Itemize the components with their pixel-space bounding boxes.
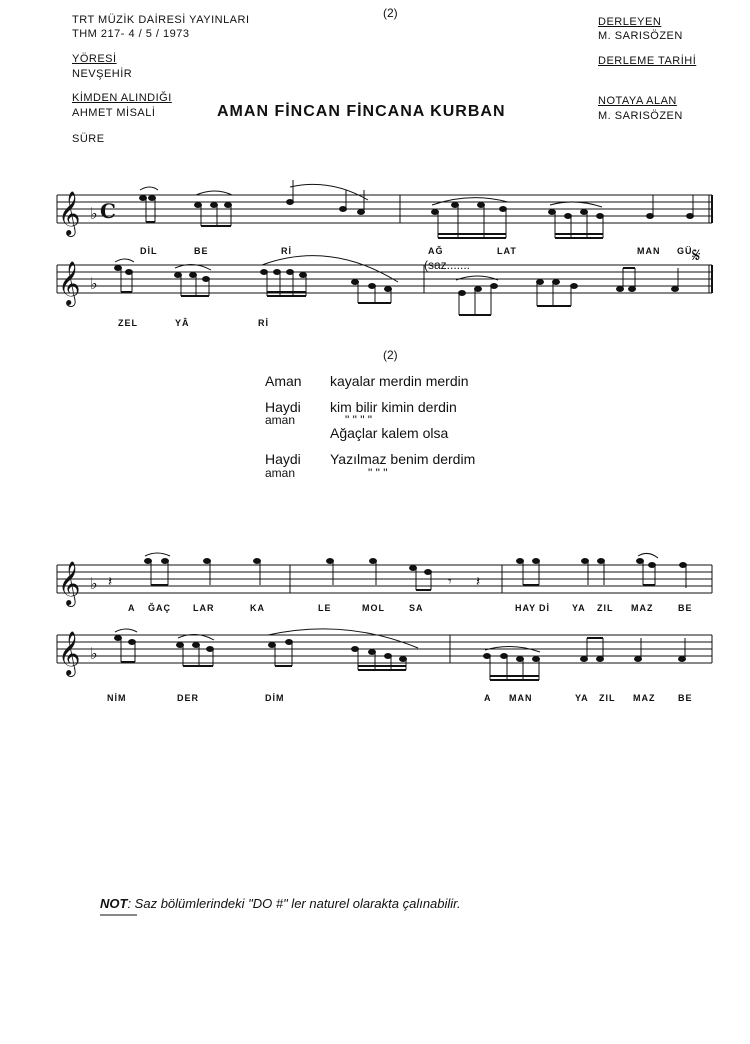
lyric-syllable: MAZ [633,693,656,703]
source-label: KİMDEN ALINDIĞI [72,92,172,104]
verse-line: kayalar merdin merdin [330,373,469,389]
lyric-syllable: LE [318,603,332,613]
footnote-label: NOT [100,896,128,911]
footnote-text: : Saz bölümlerindeki "DO #" ler naturel olarakta çalınabilir. [127,896,461,911]
verse-ditto: " " " " [345,413,373,427]
rest-icon: 𝄾 [448,574,452,590]
flat-icon: ♭ [90,644,98,663]
verse-ditto: " " " [368,466,388,480]
rest-icon: 𝄽 [476,574,481,590]
lyric-syllable: Rİ [258,318,269,328]
lyric-syllable: GÜ [677,246,693,256]
lyric-syllable: NİM [107,693,127,703]
region-label: YÖRESİ [72,53,117,65]
verse-heading: (2) [383,348,398,362]
verse-line: kim bilir kimin derdin [330,399,457,415]
lyric-syllable: DİL [140,246,158,256]
collection-date-label: DERLEME TARİHİ [598,55,697,67]
lyric-syllable: MAN [509,693,533,703]
lyric-syllable: ZEL [118,318,138,328]
notation-value: M. SARISÖZEN [598,110,683,122]
verse-lead: Aman [265,373,302,389]
lyric-syllable: A [484,693,492,703]
lyric-syllable: ZIL [597,603,614,613]
staff-4 [57,635,712,663]
song-title: AMAN FİNCAN FİNCANA KURBAN [217,103,506,120]
notes-staff-2 [115,266,679,316]
verse-line: Ağaçlar kalem olsa [330,425,449,441]
segno-icon: 𝄋 [692,243,701,267]
lyric-syllable: Dİ [539,603,550,613]
saz-marking: (saz....... [424,258,471,272]
lyric-syllable: DİM [265,693,285,703]
verse-lead: aman [265,466,296,480]
lyric-syllable: ĞAÇ [148,603,171,613]
verse-lead: aman [265,413,296,427]
staff-3 [57,565,712,593]
source-value: AHMET MİSALİ [72,107,156,119]
notation-label: NOTAYA ALAN [598,95,677,107]
lyric-syllable: LAT [497,246,517,256]
lyric-syllable: MAZ [631,603,654,613]
lyric-syllable: BE [678,603,693,613]
lyric-syllable: A [128,603,136,613]
lyric-syllable: MOL [362,603,385,613]
verse-line: Yazılmaz benim derdim [330,451,476,467]
region-value: NEVŞEHİR [72,68,133,80]
lyric-syllable: YÂ [175,318,190,328]
lyric-syllable: AĞ [428,246,444,256]
lyric-syllable: ZIL [599,693,616,703]
lyric-syllable: Rİ [281,246,292,256]
lyric-syllable: MAN [637,246,661,256]
treble-clef-icon: 𝄞 [58,261,81,305]
catalog-number: THM 217- 4 / 5 / 1973 [72,28,190,40]
flat-icon: ♭ [90,204,98,223]
lyric-syllable: BE [678,693,693,703]
flat-icon: ♭ [90,574,98,593]
publisher: TRT MÜZİK DAİRESİ YAYINLARI [72,14,250,26]
lyric-syllable: YA [572,603,586,613]
collector-value: M. SARISÖZEN [598,30,683,42]
duration-label: SÜRE [72,133,105,145]
treble-clef-icon: 𝄞 [58,191,81,235]
treble-clef-icon: 𝄞 [58,561,81,605]
lyric-syllable: HAY [515,603,537,613]
lyric-syllable: YA [575,693,589,703]
lyric-syllable: KA [250,603,265,613]
common-time-icon: C [100,199,116,223]
rest-icon: 𝄽 [108,574,113,590]
lyric-syllable: LAR [193,603,215,613]
treble-clef-icon: 𝄞 [58,631,81,675]
notes-staff-3 [145,559,687,591]
footnote [100,896,461,911]
verse-lead: Haydi [265,399,301,415]
collector-label: DERLEYEN [598,16,662,28]
verse-lead: Haydi [265,451,301,467]
lyric-syllable: SA [409,603,424,613]
lyric-syllable: BE [194,246,209,256]
lyric-syllable: DER [177,693,200,703]
page-number: (2) [383,6,398,20]
flat-icon: ♭ [90,274,98,293]
